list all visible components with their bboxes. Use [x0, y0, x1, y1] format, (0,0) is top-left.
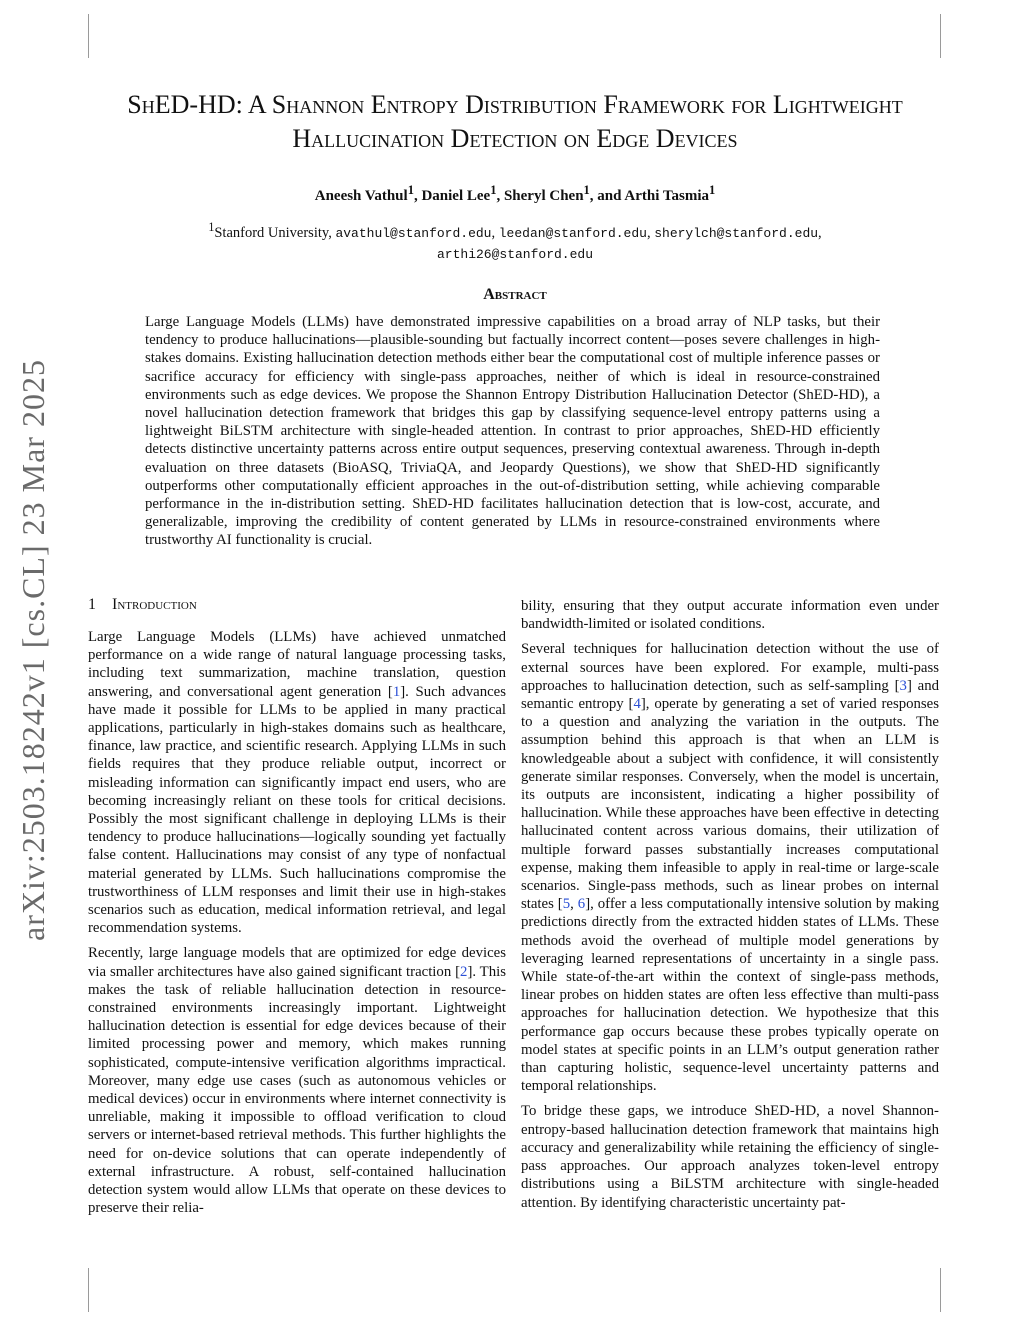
abstract-body: Large Language Models (LLMs) have demonstrated impressive capabilities on a broad array of NLP tasks, but their tendency to produce hallucinations—plausible-sounding but factually incorrect content—poses severe challenges in high-stakes domains. Existing hallucination detection methods either bear the computational cost of multiple inference passes or sacrifice accuracy for efficiency with single-pass approaches, neither of which is ideal in resource-constrained environments such as edge devices. We propose the Shannon Entropy Distribution Hallucination Detector (ShED-HD), a novel hallucination detection framework that bridges this gap by classifying sequence-level entropy patterns using a lightweight BiLSTM architecture with single-headed attention. In contrast to prior approaches, ShED-HD efficiently detects distinctive uncertainty patterns across entire output sequences, preserving contextual awareness. Through in-depth evaluation on three datasets (BioASQ, TriviaQA, and Jeopardy Questions), we show that ShED-HD significantly outperforms other computationally efficient approaches in the out-of-distribution setting, while achieving comparable performance in the in-distribution setting. ShED-HD facilitates hallucination detection that is low-cost, accurate, and generalizable, improving the credibility of content generated by LLMs in resource-constrained environments where trustworthy AI functionality is crucial.: [145, 314, 880, 549]
abstract-heading: Abstract: [483, 286, 547, 303]
citation-link[interactable]: 4: [633, 696, 641, 713]
paragraph-text: Recently, large language models that are optimized for edge devices via smaller architectures have also gained significant traction [: [88, 945, 506, 980]
paragraph-text: ]. This makes the task of reliable hallucination detection in resource-constrained environments increasingly important. Lightweight hallucination detection is essential for edge devices because of their limited processing power and memory, which makes running sophisticated, compute-intensive verification algorithms impractical. Moreover, many edge use cases (such as autonomous vehicles or medical devices) occur in environments where internet connectivity is unreliable, making it impossible to offload verification to cloud servers or internet-based retrieval methods. This further highlights the need for on-device solutions that can operate independently of external infrastructure. A robust, self-contained hallucination detection system would allow LLMs that operate on these devices to preserve their relia-: [88, 963, 506, 1217]
left-column: [88, 628, 506, 1225]
author-separator: ,: [496, 188, 504, 204]
author-separator: ,: [413, 188, 422, 204]
section-heading-introduction: [88, 596, 197, 614]
institution: Stanford University,: [214, 224, 336, 241]
paragraph-text: ]. Such advances have made it possible for LLMs to be applied in many practical applications, particularly in high-stakes domains such as healthcare, finance, law practice, and scientific research. Applying LLMs in such fields requires that they produce reliable output, incorrect or misleading information can significantly impact end users, who are becoming increasingly reliant on these tools for critical decisions. Possibly the most significant challenge in deploying LLMs is their tendency to produce hallucinations—logically sounding yet factually false content. Hallucinations may consist of any type of nonfactual material generated by LLMs. Such hallucinations compromise the trustworthiness of LLM responses and limit their use in high-stakes scenarios such as education, medical information retrieval, and legal recommendation systems.: [88, 683, 506, 937]
author-separator: , and: [589, 188, 625, 204]
author-2-affil: 1: [490, 183, 497, 197]
email-separator: ,: [646, 224, 655, 241]
author-3-affil: 1: [583, 183, 590, 197]
paragraph-text: ] and semantic entropy [: [521, 677, 939, 713]
paragraph-text: ], operate by generating a set of varied responses to a question and analyzing the variation in the outputs. The assumption behind this approach is that when an LLM is knowledgeable about a subject with confidence, it will consistently generate similar responses. Conversely, when the model is uncertain, its outputs are inconsistent, indicating a higher possibility of hallucination. While these approaches have been effective in detecting hallucinated content across various domains, their utilization of multiple forward passes substantially increases computational expense, making them infeasible to apply in real-time or large-scale scenarios. Single-pass methods, such as linear probes on internal states [: [521, 696, 939, 913]
author-1-affil: 1: [407, 183, 414, 197]
citation-link[interactable]: 1: [392, 683, 401, 700]
crop-mark-bottom-left: [88, 1268, 89, 1312]
citation-link[interactable]: 5: [562, 896, 571, 913]
email-1: avathul@stanford.edu: [335, 225, 492, 241]
paragraph: [88, 628, 506, 937]
paragraph: [88, 944, 506, 1217]
affiliation: [110, 217, 920, 265]
email-3: sherylch@stanford.edu: [654, 225, 819, 241]
author-1: Aneesh Vathul: [314, 188, 408, 204]
paragraph: To bridge these gaps, we introduce ShED-HD, a novel Shannon-entropy-based hallucination detection framework that maintains high accuracy and generalizability while retaining the efficiency of single-pass approaches. Our approach analyzes token-level entropy distributions using a BiLSTM architecture with single-headed attention. By identifying characteristic uncertainty pat-: [521, 1103, 939, 1211]
paper-title: [90, 88, 940, 156]
email-separator: ,: [818, 224, 822, 241]
author-2: Daniel Lee: [421, 188, 491, 204]
title-line-2: Hallucination Detection on Edge Devices: [292, 124, 738, 153]
email-4: arthi26@stanford.edu: [436, 246, 594, 262]
author-4-affil: 1: [709, 183, 716, 197]
author-4: Arthi Tasmia: [624, 188, 709, 204]
right-column: [521, 597, 939, 1219]
author-list: [90, 183, 940, 205]
author-3: Sheryl Chen: [503, 188, 584, 204]
section-number: 1: [88, 596, 96, 613]
crop-mark-top-left: [88, 14, 89, 58]
paragraph-text: Large Language Models (LLMs) have achieved unmatched performance on a wide range of natural language processing tasks, including text summarization, machine translation, question answering, and conversational agent generation [: [88, 629, 506, 700]
paragraph-text: Several techniques for hallucination detection without the use of external sources have been explored. For example, multi-pass approaches to hallucination detection, such as self-sampling [: [521, 641, 939, 694]
citation-link[interactable]: 3: [899, 677, 907, 694]
citation-link[interactable]: 2: [460, 963, 468, 980]
email-2: leedan@stanford.edu: [498, 225, 647, 241]
section-title: Introduction: [112, 596, 197, 613]
citation-link[interactable]: 6: [577, 896, 586, 913]
paragraph: bility, ensuring that they output accurate information even under bandwidth-limited or isolated conditions.: [521, 598, 939, 633]
paragraph-text: ,: [570, 896, 578, 913]
crop-mark-top-right: [940, 14, 941, 58]
arxiv-identifier: arXiv:2503.18242v1 [cs.CL] 23 Mar 2025: [15, 359, 51, 941]
crop-mark-bottom-right: [940, 1268, 941, 1312]
paragraph: [521, 640, 939, 1095]
email-separator: ,: [491, 224, 499, 241]
title-line-1: ShED-HD: A Shannon Entropy Distribution Framework for Lightweight: [127, 90, 903, 119]
affiliation-marker: 1: [208, 220, 215, 234]
paragraph-text: ], offer a less computationally intensive solution by making predictions directly from the extracted hidden states of LLMs. These methods avoid the overhead of multiple model generations by leveraging learned representations of uncertainty in a single pass. While state-of-the-art within the context of single-pass methods, linear probes on hidden states are often less effective than multi-pass approaches for hallucination detection. We hypothesize that this performance gap occurs because these probes typically operate on model states at specific points in an LLM’s output generation rather than capturing holistic, sequence-level uncertainty patterns and temporal relationships.: [521, 896, 939, 1095]
